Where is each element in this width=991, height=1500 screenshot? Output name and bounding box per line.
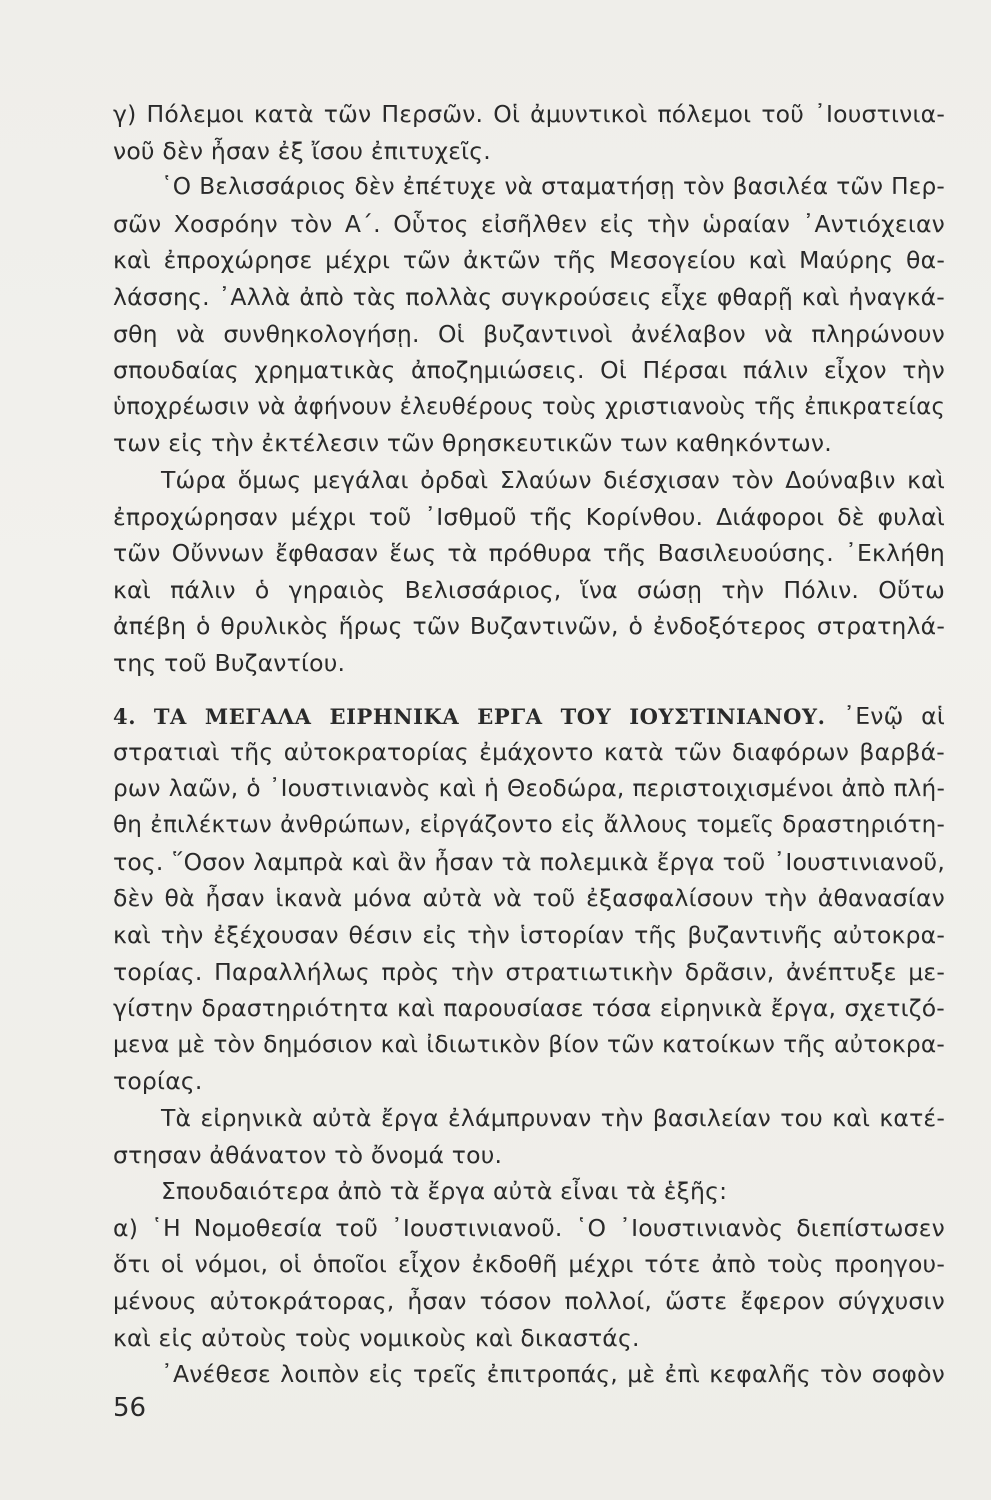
text-line: γ) Πόλεμοι κατὰ τῶν Περσῶν. Οἱ ἀμυντικοὶ πόλεμοι τοῦ ᾽Ιουστινια- [113, 100, 945, 128]
text-line: ἐπροχώρησαν μέχρι τοῦ ᾽Ισθμοῦ τῆς Κορίνθου. Διάφοροι δὲ φυλαὶ [113, 502, 945, 531]
text-line: στρατιαὶ τῆς αὐτοκρατορίας ἐμάχοντο κατὰ τῶν διαφόρων βαρβά- [113, 738, 945, 767]
text-line: Σπουδαιότερα ἀπὸ τὰ ἔργα αὐτὰ εἶναι τὰ ἑξῆς: [161, 1177, 728, 1206]
text-line: τῶν Οὔννων ἔφθασαν ἕως τὰ πρόθυρα τῆς Βασιλευούσης. ᾽Εκλήθη [113, 539, 945, 568]
section-number: 4. [113, 703, 137, 729]
text-line: καὶ ἐπροχώρησε μέχρι τῶν ἀκτῶν τῆς Μεσογείου καὶ Μαύρης θα- [113, 246, 945, 275]
body-text [113, 96, 945, 1393]
text-line: ἀπέβη ὁ θρυλικὸς ἥρως τῶν Βυζαντινῶν, ὁ ἐνδοξότερος στρατηλά- [113, 612, 945, 641]
text-line: λάσσης. ᾽Αλλὰ ἀπὸ τὰς πολλὰς συγκρούσεις εἶχε φθαρῇ καὶ ἠναγκά- [113, 282, 945, 311]
text-line: στησαν ἀθάνατον τὸ ὄνομά του. [113, 1140, 503, 1169]
section-heading-line [113, 698, 945, 735]
text-line: καὶ εἰς αὐτοὺς τοὺς νομικοὺς καὶ δικαστάς. [113, 1323, 640, 1352]
text-line: ὅτι οἱ νόμοι, οἱ ὁποῖοι εἶχον ἐκδοθῆ μέχρι τότε ἀπὸ τοὺς προηγου- [113, 1250, 945, 1279]
section-a-paragraph [113, 1210, 945, 1356]
heading-tail-text: ᾽Ενῷ αἱ [843, 701, 945, 730]
glory-paragraph [113, 1100, 945, 1173]
text-line: Τὰ εἰρηνικὰ αὐτὰ ἔργα ἐλάμπρυναν τὴν βασιλείαν του καὶ κατέ- [161, 1104, 945, 1133]
text-line: ρων λαῶν, ὁ ᾽Ιουστινιανὸς καὶ ἡ Θεοδώρα, περιστοιχισμένοι ἀπὸ πλή- [113, 774, 945, 802]
text-line: τορίας. Παραλλήλως πρὸς τὴν στρατιωτικὴν δρᾶσιν, ἀνέπτυξε με- [113, 957, 945, 986]
most-important-paragraph [113, 1173, 945, 1210]
text-line: σπουδαίας χρηματικὰς ἀποζημιώσεις. Οἱ Πέρσαι πάλιν εἶχον τὴν [113, 356, 945, 385]
text-line: τορίας. [113, 1067, 203, 1096]
text-line: τος. ῞Οσον λαμπρὰ καὶ ἂν ἦσαν τὰ πολεμικὰ ἔργα τοῦ ᾽Ιουστινιανοῦ, [113, 847, 945, 876]
text-line: ῾Ο Βελισσάριος δὲν ἐπέτυχε νὰ σταματήσῃ τὸν βασιλέα τῶν Περ- [161, 173, 945, 201]
commissions-paragraph [113, 1356, 945, 1393]
text-line: θη ἐπιλέκτων ἀνθρώπων, εἰργάζοντο εἰς ἄλλους τομεῖς δραστηριότη- [113, 812, 945, 839]
text-line: της τοῦ Βυζαντίου. [113, 648, 346, 677]
text-line: ᾽Ανέθεσε λοιπὸν εἰς τρεῖς ἐπιτροπάς, μὲ ἐπὶ κεφαλῆς τὸν σοφὸν [161, 1360, 945, 1389]
text-line: των εἰς τὴν ἐκτέλεσιν τῶν θρησκευτικῶν των καθηκόντων. [113, 429, 832, 458]
text-line: καὶ τὴν ἐξέχουσαν θέσιν εἰς τὴν ἱστορίαν τῆς βυζαντινῆς αὐτοκρα- [113, 921, 945, 950]
text-line: ὑποχρέωσιν νὰ ἀφήνουν ἐλευθέρους τοὺς χριστιανοὺς τῆς ἐπικρατείας [113, 393, 945, 420]
text-line: α) ῾Η Νομοθεσία τοῦ ᾽Ιουστινιανοῦ. ῾Ο ᾽Ιουστινιανὸς διεπίστωσεν [113, 1213, 945, 1242]
text-line: σῶν Χοσρόην τὸν Α΄. Οὗτος εἰσῆλθεν εἰς τὴν ὡραίαν ᾽Αντιόχειαν [113, 209, 945, 238]
text-line: καὶ πάλιν ὁ γηραιὸς Βελισσάριος, ἵνα σώσῃ τὴν Πόλιν. Οὕτω [113, 575, 945, 604]
text-line: μένους αὐτοκράτορας, ἦσαν τόσον πολλοί, ὥστε ἔφερον σύγχυσιν [113, 1287, 945, 1315]
text-line: Τώρα ὅμως μεγάλαι ὀρδαὶ Σλαύων διέσχισαν τὸν Δούναβιν καὶ [161, 465, 945, 494]
section-4-paragraph [113, 698, 945, 1101]
section-g-paragraph [113, 96, 945, 462]
text-line: δὲν θὰ ἦσαν ἱκανὰ μόνα αὐτὰ νὰ τοῦ ἐξασφαλίσουν τὴν ἀθανασίαν [113, 884, 945, 913]
section-title: ΤΑ ΜΕΓΑΛΑ ΕΙΡΗΝΙΚΑ ΕΡΓΑ ΤΟΥ ΙΟΥΣΤΙΝΙΑΝΟΥ. [153, 703, 826, 729]
text-line: σθη νὰ συνθηκολογήσῃ. Οἱ βυζαντινοὶ ἀνέλαβον νὰ πληρώνουν [113, 319, 945, 348]
slavs-paragraph [113, 462, 945, 682]
text-line: νοῦ δὲν ἦσαν ἐξ ἴσου ἐπιτυχεῖς. [113, 136, 491, 165]
page-number: 56 [113, 1393, 147, 1423]
section-gap [113, 682, 945, 698]
text-line: μενα μὲ τὸν δημόσιον καὶ ἰδιωτικὸν βίον τῶν κατοίκων τῆς αὐτοκρα- [113, 1030, 945, 1058]
text-line: γίστην δραστηριότητα καὶ παρουσίασε τόσα εἰρηνικὰ ἔργα, σχετιζό- [113, 994, 945, 1023]
